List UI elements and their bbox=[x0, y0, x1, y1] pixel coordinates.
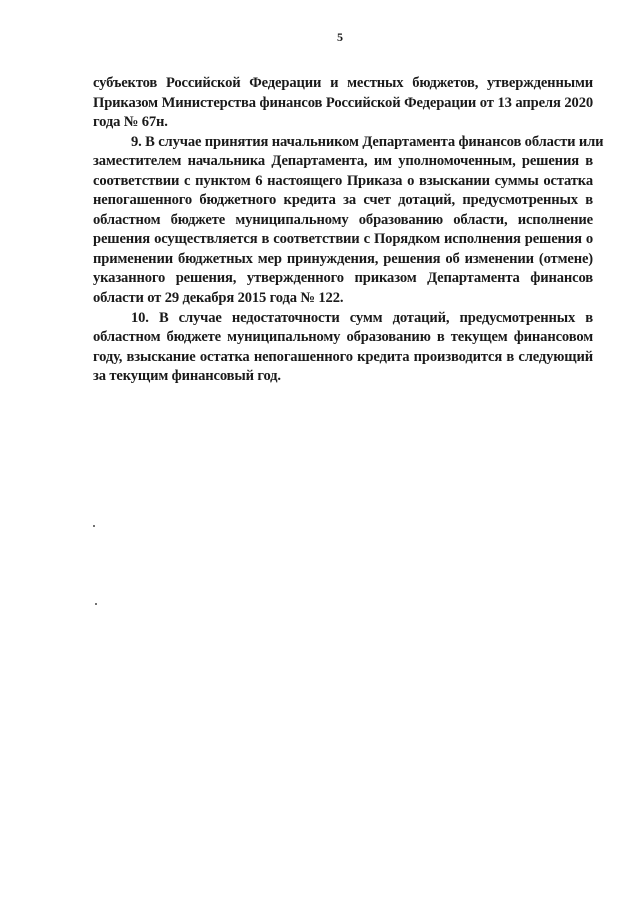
text-line: 10. В случае недостаточности сумм дотаций, предусмотренных в bbox=[131, 309, 593, 326]
text-line: году, взыскание остатка непогашенного кредита производится в следующий bbox=[93, 348, 593, 365]
text-line: соответствии с пунктом 6 настоящего Приказа о взыскании суммы остатка bbox=[93, 172, 593, 189]
paragraph-item-10 bbox=[93, 309, 593, 387]
scan-speck bbox=[93, 525, 95, 527]
paragraph-continuation bbox=[93, 74, 593, 133]
text-line: года № 67н. bbox=[93, 114, 168, 131]
text-line: заместителем начальника Департамента, им уполномоченным, решения в bbox=[93, 153, 593, 170]
text-line: решения осуществляется в соответствии с Порядком исполнения решения о bbox=[93, 231, 593, 248]
document-body bbox=[93, 74, 604, 387]
text-line: Приказом Министерства финансов Российской Федерации от 13 апреля 2020 bbox=[93, 94, 593, 111]
text-line: области от 29 декабря 2015 года № 122. bbox=[93, 290, 344, 307]
text-line: субъектов Российской Федерации и местных бюджетов, утвержденными bbox=[93, 75, 593, 91]
text-line: областном бюджете муниципальному образованию области, исполнение bbox=[93, 211, 593, 228]
text-line: за текущим финансовый год. bbox=[93, 368, 281, 385]
text-line: 9. В случае принятия начальником Департамента финансов области или bbox=[131, 133, 604, 150]
page-number: 5 bbox=[337, 30, 343, 44]
paragraph-item-9 bbox=[93, 133, 604, 309]
text-line: непогашенного бюджетного кредита за счет дотаций, предусмотренных в bbox=[93, 192, 593, 209]
text-line: указанного решения, утвержденного приказом Департамента финансов bbox=[93, 270, 593, 287]
text-line: применении бюджетных мер принуждения, решения об изменении (отмене) bbox=[93, 250, 593, 267]
scan-speck bbox=[95, 603, 97, 605]
text-line: областном бюджете муниципальному образованию в текущем финансовом bbox=[93, 329, 593, 346]
